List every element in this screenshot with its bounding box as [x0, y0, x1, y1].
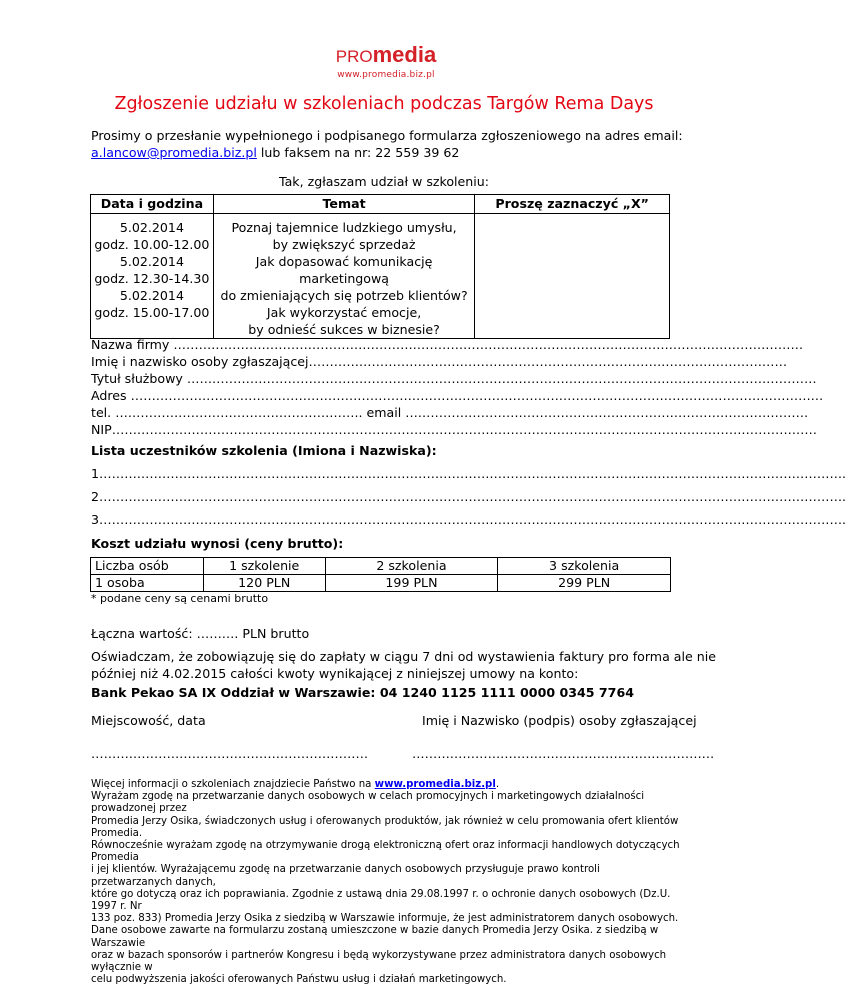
price-2: 199 PLN [325, 575, 498, 592]
price-table [90, 557, 671, 592]
footer-site-link[interactable]: www.promedia.biz.pl [374, 779, 496, 790]
price-persons: 1 osoba [91, 575, 204, 592]
signature-line[interactable]: ……………………………………………………………… [412, 746, 715, 761]
date-2: 5.02.2014 [119, 254, 184, 269]
page-title: Zgłoszenie udziału w szkoleniach podczas Targów Rema Days [114, 94, 654, 114]
time-1: godz. 10.00-12.00 [94, 237, 210, 252]
footer-line: Promedia Jerzy Osika, świadczonych usług i oferowanych produktów, jak również w celu promowania ofert klientów Promedia. [91, 815, 679, 839]
footer-line: które go dotyczą oraz ich poprawiania. Zgodnie z ustawą dnia 29.08.1997 r. o ochronie danych osobowych (Dz.U. 1997 r. Nr [91, 888, 671, 913]
declaration-line-2: później niż 4.02.2015 całości kwoty wynikającej z niniejszej umowy na konto: [91, 666, 579, 681]
address-field[interactable]: Adres ………………………………………………………………………………………………………………………………………………… [91, 388, 824, 403]
participant-line-1[interactable]: 1……………………………………………………………………………………………………………………………………………………………. [91, 466, 846, 481]
footer-line: 133 poz. 833) Promedia Jerzy Osika z siedzibą w Warszawie informuje, że jest administratorem danych osobowych. [91, 913, 679, 925]
logo-url: www.promedia.biz.pl [337, 70, 435, 80]
footer-line: Wyrażam zgodę na przetwarzanie danych osobowych w celach promocyjnych i marketingowych działalności prowadzonej przez [91, 791, 645, 815]
footer-more-info-text: Więcej informacji o szkoleniach znajdziecie Państwo na [91, 779, 375, 790]
signature-label: Imię i Nazwisko (podpis) osoby zgłaszającej [422, 713, 697, 728]
topic-1b: by zwiększyć sprzedaż [272, 237, 416, 252]
topic-1a: Poznaj tajemnice ludzkiego umysłu, [231, 220, 457, 235]
footer-dot: . [495, 779, 500, 790]
tel-email-field[interactable]: tel. ………………………………………………….. email …………………………………………………………………………………… [91, 405, 809, 420]
intro-fax: lub faksem na nr: 22 559 39 62 [256, 145, 460, 160]
participant-line-3[interactable]: 3……………………………………………………………………………………………………………………………………………………………. [91, 512, 846, 527]
price-note: * podane ceny są cenami brutto [91, 592, 269, 605]
date-1: 5.02.2014 [119, 220, 184, 235]
total-value[interactable]: Łączna wartość: ………. PLN brutto [91, 626, 310, 641]
bank-account: Bank Pekao SA IX Oddział w Warszawie: 04 1240 1125 1111 0000 0345 7764 [91, 685, 634, 700]
time-2: godz. 12.30-14.30 [94, 271, 210, 286]
header-date: Data i godzina [91, 195, 214, 214]
cost-heading: Koszt udziału wynosi (ceny brutto): [91, 536, 344, 551]
footer-line: i jej klientów. Wyrażającemu zgodę na przetwarzanie danych osobowych przysługuje prawo kontroli przetwarzanych danych, [91, 864, 600, 888]
nip-field[interactable]: NIP…………………………………………………………………………………………………………………………………………………… [91, 422, 817, 437]
header-topic: Temat [213, 195, 475, 214]
price-header-1: 1 szkolenie [203, 558, 325, 575]
price-3: 299 PLN [498, 575, 671, 592]
footer-line: oraz w bazach sponsorów i partnerów Kongresu i będą wykorzystywane przez administratora danych osobowych wyłącznie w [91, 949, 667, 974]
mark-cell[interactable] [475, 214, 670, 339]
position-field[interactable]: Tytuł służbowy …………………………………………………………………………………………………………………………………… [91, 371, 817, 386]
participants-heading: Lista uczestników szkolenia (Imiona i Nazwiska): [91, 443, 437, 458]
header-mark: Proszę zaznaczyć „X” [475, 195, 670, 214]
participant-line-2[interactable]: 2……………………………………………………………………………………………………………………………………………………………. [91, 489, 846, 504]
logo-wordmark [322, 44, 450, 68]
declaration-line-1: Oświadczam, że zobowiązuję się do zapłaty w ciągu 7 dni od wystawienia faktury pro forma ale nie [91, 649, 716, 664]
price-header-2: 2 szkolenia [325, 558, 498, 575]
declaration [91, 648, 716, 682]
topic-2b: do zmieniających się potrzeb klientów? [220, 288, 468, 303]
price-1: 120 PLN [203, 575, 325, 592]
logo-media: media [372, 42, 437, 67]
footer-line: celu podwyższenia jakości oferowanych Państwu usług i działań marketingowych. [91, 974, 507, 986]
topic-3a: Jak wykorzystać emocje, [266, 305, 422, 320]
topic-2a: Jak dopasować komunikację marketingową [255, 254, 433, 286]
topic-3b: by odnieść sukces w biznesie? [248, 322, 440, 337]
person-field[interactable]: Imię i nazwisko osoby zgłaszającej…………………………………………………………………………………………………… [91, 354, 788, 369]
footer-line: Dane osobowe zawarte na formularzu zostaną umieszczone w bazie danych Promedia Jerzy Osika. z siedzibą w Warszawie [91, 925, 659, 949]
promedia-logo [322, 44, 450, 80]
topics-cell [213, 214, 475, 339]
intro-text [91, 127, 683, 161]
date-3: 5.02.2014 [119, 288, 184, 303]
footer-line: Równocześnie wyrażam zgodę na otrzymywanie drogą elektroniczną ofert oraz informacji handlowych dotyczących Promedia [91, 840, 680, 864]
price-header-3: 3 szkolenia [498, 558, 671, 575]
intro-line-2 [91, 144, 683, 161]
time-3: godz. 15.00-17.00 [94, 305, 210, 320]
schedule-table [90, 194, 670, 339]
intro-line-1: Prosimy o przesłanie wypełnionego i podpisanego formularza zgłoszeniowego na adres email: [91, 128, 683, 143]
price-header-persons: Liczba osób [91, 558, 204, 575]
footer-more-info [91, 779, 681, 791]
email-link[interactable]: a.lancow@promedia.biz.pl [91, 145, 257, 160]
dates-cell [91, 214, 214, 339]
confirm-text: Tak, zgłaszam udział w szkoleniu: [278, 174, 490, 189]
company-field[interactable]: Nazwa firmy …………………………………………………………………………………………………………………………………… [91, 337, 804, 352]
place-date-line[interactable]: ………………………………………………………… [91, 746, 369, 761]
footer-legal [91, 779, 681, 986]
place-date-label: Miejscowość, data [91, 713, 206, 728]
logo-pro: PRO [335, 47, 373, 66]
